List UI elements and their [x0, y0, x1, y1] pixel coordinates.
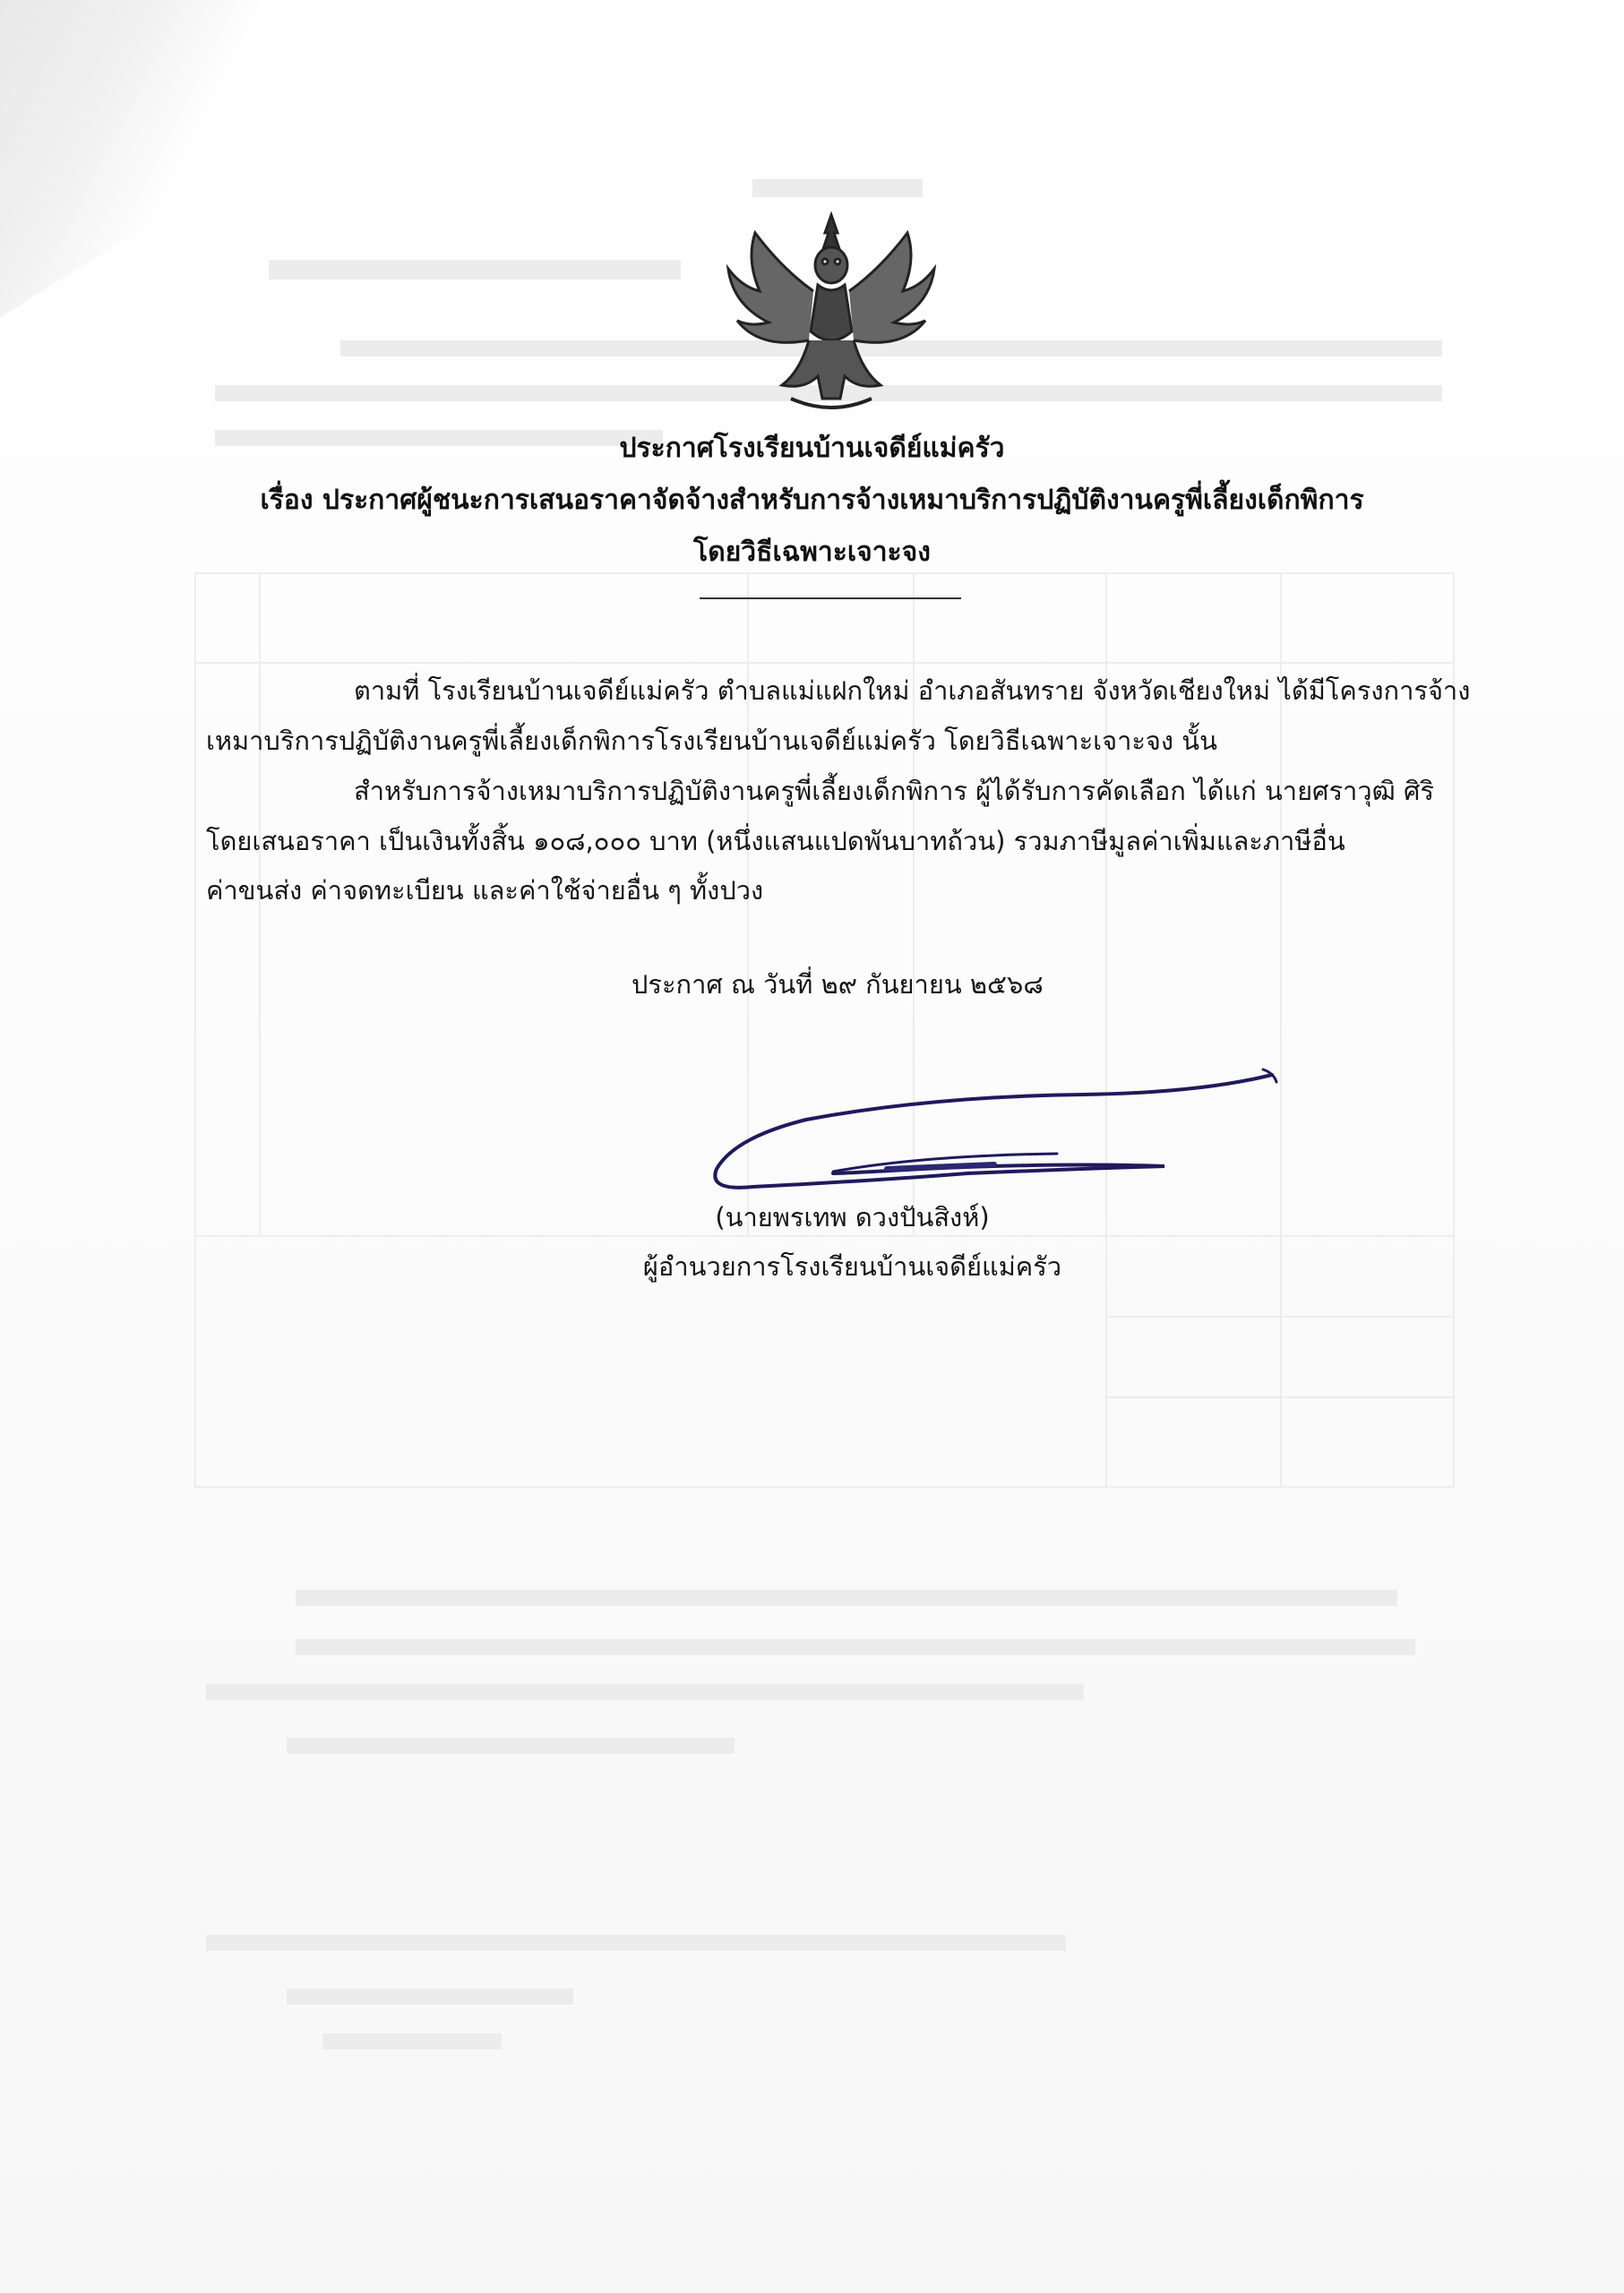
signatory-name: (นายพรเทพ ดวงปันสิงห์): [715, 1202, 990, 1232]
announcement-date: ประกาศ ณ วันที่ ๒๙ กันยายน ๒๕๖๘: [632, 969, 1044, 1000]
heading-divider: [700, 597, 961, 599]
announcement-subject: เรื่อง ประกาศผู้ชนะการเสนอราคาจัดจ้างสำหรับการจ้างเหมาบริการปฏิบัติงานครูพี่เลี้ยงเด็กพิการ: [260, 485, 1364, 516]
signatory-position: ผู้อำนวยการโรงเรียนบ้านเจดีย์แม่ครัว: [642, 1251, 1062, 1282]
paragraph-1-line-1: ตามที่ โรงเรียนบ้านเจดีย์แม่ครัว ตำบลแม่แฝกใหม่ อำเภอสันทราย จังหวัดเชียงใหม่ ได้มีโครงการจ้าง: [354, 675, 1471, 706]
handwritten-signature: [699, 1066, 1281, 1209]
paragraph-1-line-2: เหมาบริการปฏิบัติงานครูพี่เลี้ยงเด็กพิการโรงเรียนบ้านเจดีย์แม่ครัว โดยวิธีเฉพาะเจาะจง นั้น: [206, 726, 1217, 756]
procurement-method: โดยวิธีเฉพาะเจาะจง: [693, 537, 931, 568]
paragraph-2-line-1: สำหรับการจ้างเหมาบริการปฏิบัติงานครูพี่เลี้ยงเด็กพิการ ผู้ได้รับการคัดเลือก ได้แก่ นายศราวุฒิ ศิริ: [354, 776, 1435, 806]
paragraph-2-line-3: ค่าขนส่ง ค่าจดทะเบียน และค่าใช้จ่ายอื่น ๆ ทั้งปวง: [206, 875, 764, 906]
paragraph-2-line-2: โดยเสนอราคา เป็นเงินทั้งสิ้น ๑๐๘,๐๐๐ บาท (หนึ่งแสนแปดพันบาทถ้วน) รวมภาษีมูลค่าเพิ่มและภาษีอื่น: [206, 826, 1345, 856]
garuda-emblem-icon: [719, 206, 943, 421]
org-title: ประกาศโรงเรียนบ้านเจดีย์แม่ครัว: [619, 433, 1005, 464]
